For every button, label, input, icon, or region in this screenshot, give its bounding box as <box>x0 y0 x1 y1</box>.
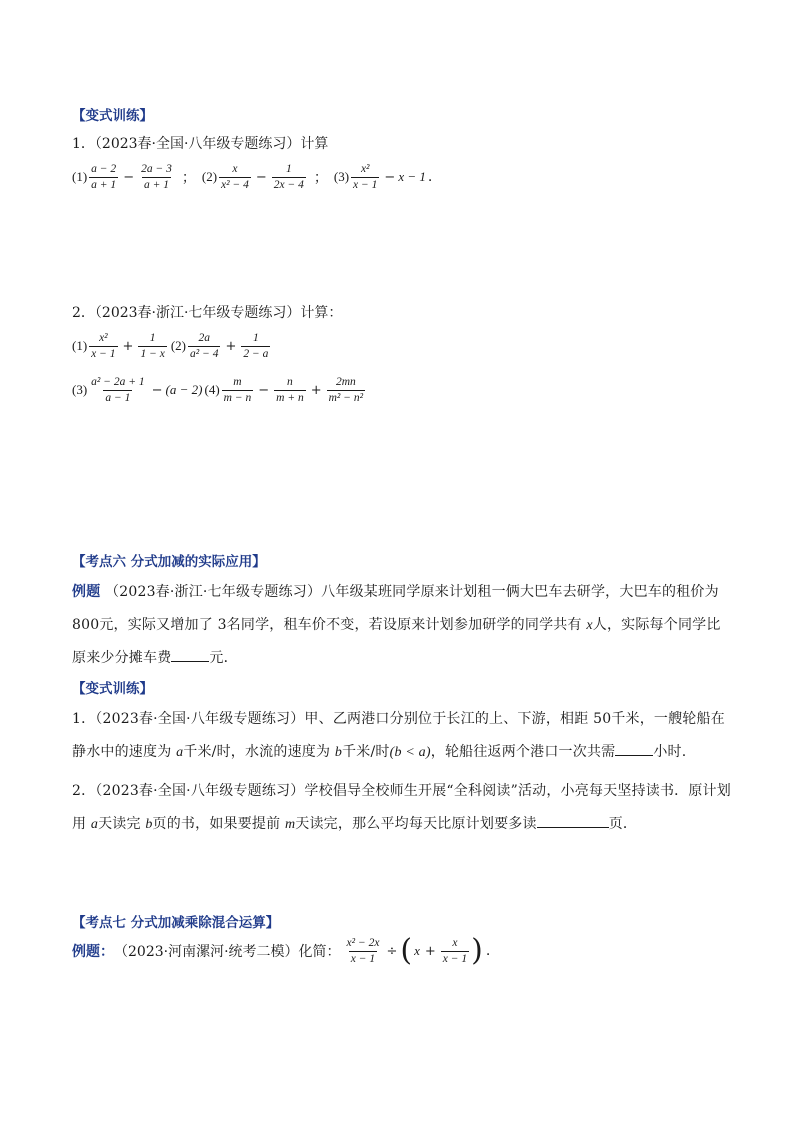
variable-m: m <box>284 817 296 832</box>
fraction: $\frac{2a - 3}{a + 1}$ <box>141 163 172 191</box>
part-label: (3) <box>72 382 88 398</box>
period: . <box>485 943 491 959</box>
right-paren: ) <box>471 933 483 968</box>
example-6-text: 人，实际每个同学比原来少分摊车费 <box>72 617 721 666</box>
variant-2-paragraph <box>72 775 732 841</box>
fraction: $\frac{2mn}{\text{m² − n²}}$ <box>328 376 364 404</box>
part-label: (1) <box>72 338 88 354</box>
left-paren: ( <box>400 933 413 968</box>
fraction: $\frac{x}{\text{x² − 4}}$ <box>221 163 249 191</box>
example-6-text: 元． <box>209 650 238 666</box>
fraction: $\frac{1}{2 - a}$ <box>243 332 269 360</box>
variant-2-text: 页的书，如果要提前 <box>152 816 285 832</box>
example-7-text: （2023·河南漯河·统考二模）化简： <box>114 944 341 960</box>
section-heading-topic-7: 【考点七 分式加减乘除混合运算】 <box>72 915 280 931</box>
answer-blank[interactable] <box>171 647 209 662</box>
fraction: $\frac{\text{x²}}{x - 1}$ <box>353 163 378 191</box>
question-2-row-1: (1) $\frac{\text{x²}}{x - 1}$ + $\frac{1}{1 - x}$ (2) $\frac{2a}{\text{a² − 4}}$ + $\frac{1}{2 - a}$ <box>72 332 269 360</box>
expression-term: (a − 2) <box>165 382 203 398</box>
question-1-stem: 1．（2023春·全国·八年级专题练习）计算 <box>72 136 329 152</box>
fraction: $\frac{1}{1 - x}$ <box>140 332 165 360</box>
question-1-expressions: (1) $\frac{a - 2}{a + 1}$ − $\frac{2a - 3}{a + 1}$ ； (2) $\frac{x}{\text{x² − 4}}$ − $\frac{1}{2x - 4}$ ； (3) $\frac{\text{x²}}{x - 1}$ − x − 1 . <box>72 163 433 191</box>
variant-1-paragraph <box>72 703 732 769</box>
divide-sign: ÷ <box>386 943 398 959</box>
variant-1-text: 小时. <box>653 744 687 760</box>
condition: (b < a) <box>389 745 431 760</box>
variant-1-text: 千米/时 <box>342 744 390 760</box>
variable-x: x <box>414 943 420 958</box>
variant-1-text: 1．（2023春·全国·八年级专题练习）甲、乙两港口分别位于长江的上、下游，相距 50千米，一艘轮船在静水中的速度为 <box>72 711 725 760</box>
plus-sign: + <box>424 943 436 959</box>
fraction: $\frac{\text{x² − 2x}}{x - 1}$ <box>346 936 380 965</box>
question-2-row-2: (3) $\frac{\text{a² − 2a + 1}}{a - 1}$ − (a − 2) (4) $\frac{m}{m - n}$ − $\frac{n}{m + n}$ + $\frac{2mn}{\text{m² − n²}}$ <box>72 376 364 404</box>
variant-2-text: 2．（2023春·全国·八年级专题练习）学校倡导全校师生开展“全科阅读”活动，小亮每天坚持读书．原计划用 <box>72 783 731 832</box>
fraction: $\frac{x}{x - 1}$ <box>442 936 468 965</box>
variant-1-text: 千米/时，水流的速度为 <box>183 744 335 760</box>
example-label: 例题 <box>72 584 101 600</box>
part-label: (2) <box>201 169 218 185</box>
section-heading-variant-training: 【变式训练】 <box>72 681 153 697</box>
fraction: $\frac{n}{m + n}$ <box>276 376 304 404</box>
fraction: $\frac{a - 2}{a + 1}$ <box>91 163 117 191</box>
section-heading-variant-training: 【变式训练】 <box>72 108 153 124</box>
question-2-stem: 2．（2023春·浙江·七年级专题练习）计算： <box>72 305 343 321</box>
variant-1-text: ，轮船往返两个港口一次共需 <box>430 744 616 760</box>
fraction: $\frac{\text{x²}}{x - 1}$ <box>91 332 116 360</box>
fraction: $\frac{2a}{\text{a² − 4}}$ <box>190 332 219 360</box>
fraction: $\frac{1}{2x - 4}$ <box>273 163 304 191</box>
variant-2-text: 天读完 <box>98 816 146 832</box>
fraction: $\frac{m}{m - n}$ <box>223 376 252 404</box>
answer-blank[interactable] <box>537 813 609 828</box>
variable-b: b <box>145 817 153 832</box>
variable-a: a <box>90 817 99 832</box>
example-6-text: （2023春·浙江·七年级专题练习）八年级某班同学原来计划租一俩大巴车去研学，大巴车的租价为 800元，实际又增加了 3名同学，租车价不变，若设原来计划参加研学的同学共有 <box>72 584 719 633</box>
period: . <box>427 169 433 186</box>
answer-blank[interactable] <box>615 741 653 756</box>
part-label: (3) <box>333 169 350 185</box>
example-7-line <box>72 933 491 968</box>
expression-term: x − 1 <box>398 169 426 185</box>
part-label: (1) <box>72 169 88 185</box>
variable-a: a <box>176 745 184 760</box>
example-label: 例题： <box>72 944 114 960</box>
variant-2-text: 页． <box>608 816 638 832</box>
part-label: (2) <box>170 338 186 354</box>
variant-2-text: 天读完，那么平均每天比原计划要多读 <box>295 816 537 832</box>
variable-b: b <box>334 745 343 760</box>
section-heading-topic-6: 【考点六 分式加减的实际应用】 <box>72 554 266 570</box>
example-6-paragraph <box>72 576 732 675</box>
fraction: $\frac{\text{a² − 2a + 1}}{a - 1}$ <box>91 376 145 404</box>
part-label: (4) <box>204 382 220 398</box>
variable-x: x <box>586 618 593 633</box>
